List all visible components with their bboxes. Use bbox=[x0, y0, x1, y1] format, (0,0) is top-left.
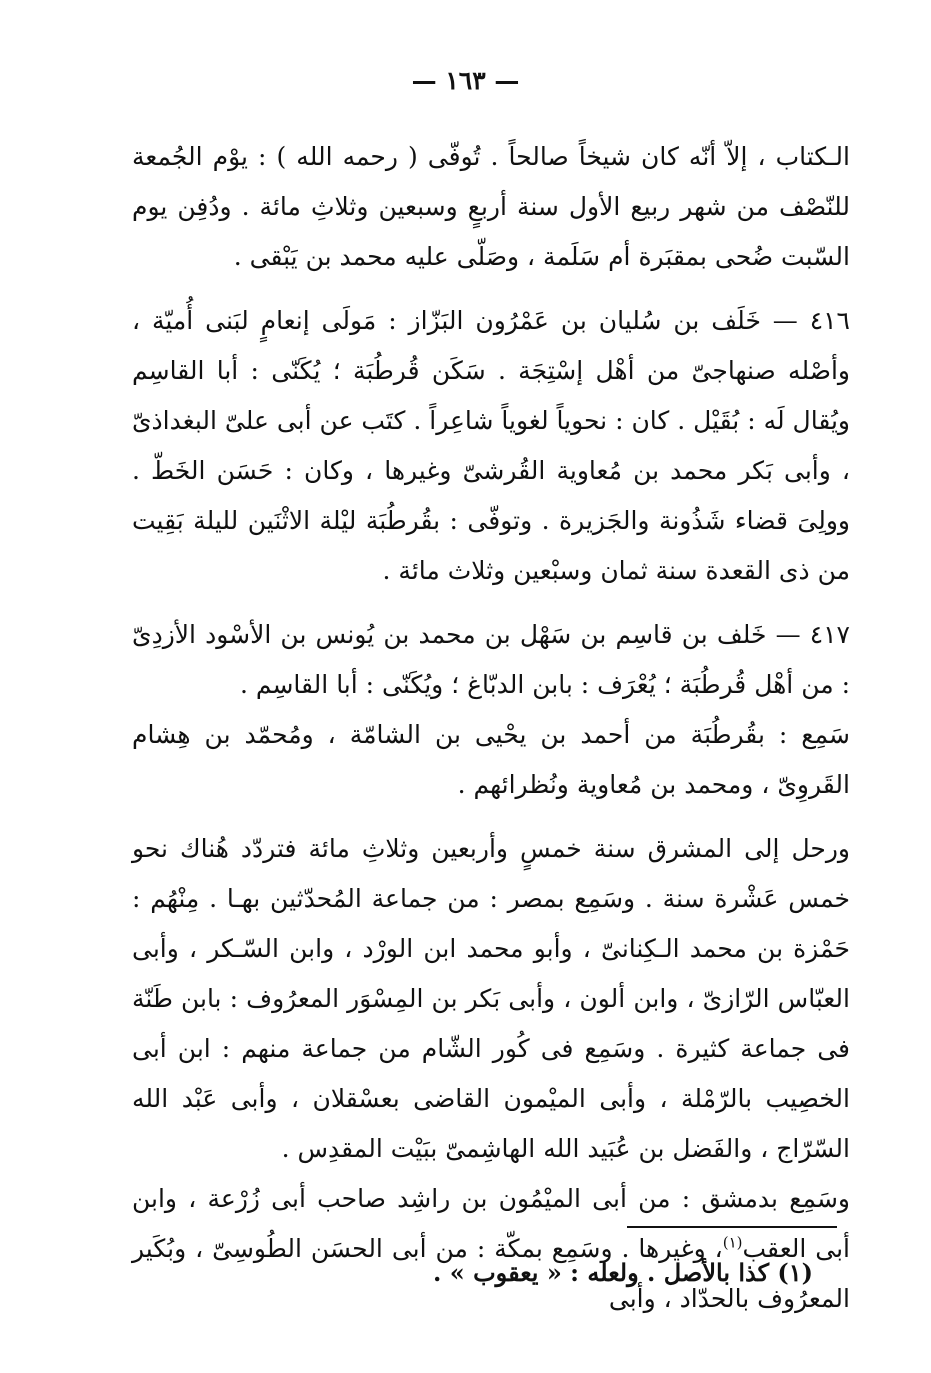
footnote-divider bbox=[627, 1226, 837, 1228]
entry-417-travels: ورحل إلى المشرق سنة خمسٍ وأربعين وثلاثِ مائة فتردّد هُناك نحو خمس عَشْرة سنة . وسَمِع بمصر : من جماعة المُحدّثين بهـا . مِنْهُم : حَمْزة بن محمد الـكِنانىّ ، وأبو محمد ابن الورْد ، وابن السّـكر ، وأبى العبّاس الرّازىّ ، وابن ألون ، وأبى بَكر بن المِسْوَر المعرُوف : بابن طَنّة فى جماعة كثيرة . وسَمِع فى كُور الشّام من جماعة منهم : ابن أبى الخصِيب بالرّمْلة ، وأبى الميْمون القاضى بعسْقلان ، وأبى عَبْد الله السّرّاج ، والفَضل بن عُبَيد الله الهاشِمىّ ببَيْت المقدِس . bbox=[132, 834, 850, 1163]
entry-416: ٤١٦ — خَلَف بن سُليان بن عَمْرُون البَزّاز : مَولَى إنعامٍ لبَنى أُميّة ، وأصْله صنهاجىّ من أهْل إسْتِجَة . سَكَن قُرطُبَة ؛ يُكَنّى : أبا القاسِم ويُقال لَه : بُقَيْل . كان : نحوياً لغوياً شاعِراً . كتَب عن أبى علىّ البغداذىّ ، وأبى بَكر محمد بن مُعاوية القُرشىّ وغيرها ، وكان : حَسَن الخَطّ . وولِىَ قضاء شَذُونة والجَزيرة . وتوفّى : بقُرطُبَة ليْلة الاثْنَين لليلة بَقِيت من ذى القعدة سنة ثمان وسبْعين وثلاث مائة . bbox=[131, 306, 850, 585]
footnote-reference: (١) bbox=[722, 1233, 743, 1252]
paragraph-continuation: الـكتاب ، إلاّ أنّه كان شيخاً صالحاً . تُوفّى ( رحمه الله ) : يوْم الجُمعة للنّصْف من شهر ربيع الأول سنة أربعٍ وسبعين وثلاثِ مائة . ودُفِن يوم السّبت ضُحى بمقبَرة أم سَلَمة ، وصَلّى عليه محمد بن يَبْقى . bbox=[132, 142, 850, 271]
footnote: (١) كذا بالأصل . ولعله : « يعقوب » . bbox=[433, 1258, 813, 1287]
entry-417: ٤١٧ — خَلف بن قاسِم بن سَهْل بن محمد بن يُونس بن الأسْود الأزدِىّ : من أهْل قُرطُبَة ؛ يُعْرَف : بابن الدبّاغ ؛ ويُكَنّى : أبا القاسِم . bbox=[132, 620, 850, 699]
damascus-text: وسَمِع بدمشق : من أبى الميْمُون بن راشِد صاحب أبى زُرْعة ، وابن أبى العقب bbox=[132, 1184, 851, 1263]
mecca-text: ، وغيرها . وسَمِع بمكّة : من أبى الحسَن الطُوسِىّ ، وبُكَير المعرُوف بالحدّاد ، وأبى bbox=[132, 1234, 850, 1313]
page-number: — ١٦٣ — bbox=[411, 66, 520, 95]
entry-417-teachers-cordoba: سَمِع : بقُرطُبَة من أحمد بن يحْيى بن الشامّة ، ومُحمّد بن هِشام القَروِىّ ، ومحمد بن مُعاوية ونُظرائهم . bbox=[132, 720, 850, 799]
main-text bbox=[132, 132, 850, 1324]
entry-417-damascus-mecca bbox=[132, 1174, 850, 1324]
